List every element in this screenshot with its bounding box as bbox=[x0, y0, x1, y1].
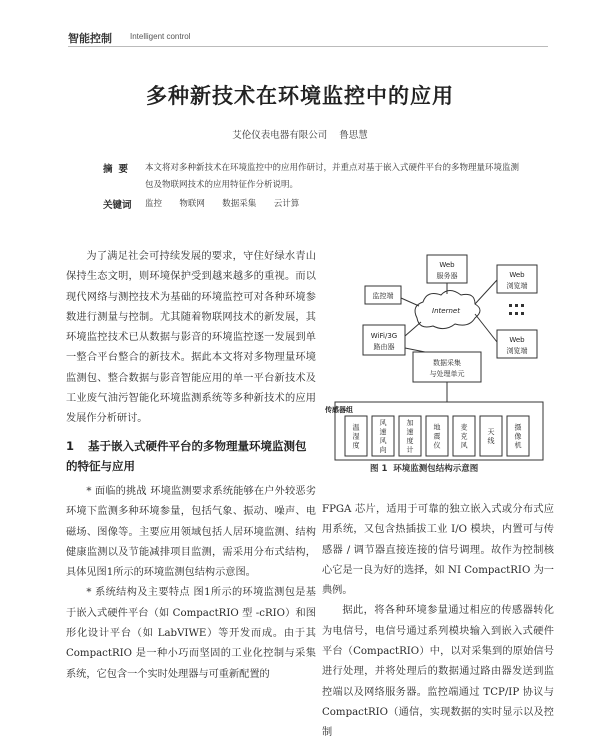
right-lower-block bbox=[322, 500, 554, 744]
sensor-label: 风速风向 bbox=[379, 419, 387, 454]
sensor-label: 麦克风 bbox=[460, 423, 468, 450]
abstract-label: 摘要 bbox=[103, 164, 135, 175]
sensor-label: 天线 bbox=[487, 428, 495, 445]
section-1-heading bbox=[66, 436, 316, 476]
router-label-1: WiFi/3G bbox=[370, 332, 398, 340]
journal-section-en: Intelligent control bbox=[130, 32, 191, 41]
sensor-label: 温湿度 bbox=[352, 423, 360, 450]
section-number: 1 bbox=[66, 439, 75, 453]
left-lower-block bbox=[66, 482, 316, 685]
web-browser-1-label-2: 浏览端 bbox=[506, 282, 528, 290]
intro-paragraph: 为了满足社会可持续发展的要求，守住好绿水青山保持生态文明，则环境保护受到越来越多的重视。而以现代网络与测控技术为基础的环境监控可对各种环境参数进行测量与控制。尤其随着物联网技术的新发展，其环境监控技术已从数据与影音的环境监控逐一发展到单一整合平台整合的新技术。据此本文将对多物理量环境监测包、整合数据与影音智能应用的单一平台新技术及工业废气油污智能化环境监测系统等多种新技术的应用发展作分析研讨。 bbox=[66, 251, 316, 425]
keywords-label: 关键词 bbox=[103, 200, 132, 211]
daq-label-2: 与处理单元 bbox=[429, 370, 465, 378]
web-browser-2-label-1: Web bbox=[509, 336, 525, 344]
structure-paragraph: * 系统结构及主要特点 图1所示的环境监测包是基于嵌入式硬件平台（如 CompactRIO 型 -cRIO）和图形化设计平台（如 LabVIWE）等开发而成。由于其 CompactRIO 是一种小巧而坚固的工业化控制与采集系统，它包含一个实时处理器与可重新配置的 bbox=[66, 587, 316, 680]
web-server-label-2: 服务器 bbox=[436, 272, 458, 280]
sensor-group-label: 传感器组 bbox=[325, 406, 353, 414]
router-label-2: 路由器 bbox=[373, 343, 395, 351]
fpga-paragraph: FPGA 芯片，适用于可靠的独立嵌入式或分布式应用系统，又包含热插拔工业 I/O 模块，内置可与传感器 / 调节器直接连接的信号调理。故作为控制核心它是一良为好的选择，如 NI CompactRIO 为一典例。 bbox=[322, 504, 554, 597]
header-divider bbox=[68, 46, 548, 47]
web-browser-1-label-1: Web bbox=[509, 271, 525, 279]
challenge-paragraph: * 面临的挑战 环境监测要求系统能够在户外较恶劣环境下监测多种环境参量，包括气象、振动、噪声、电磁场、图像等。主要应用领域包括人居环境监测、结构健康监测以及节能减排项目监测，需采用分布式结构，具体见图1所示的环境监测包结构示意图。 bbox=[66, 486, 316, 579]
daq-label-1: 数据采集 bbox=[433, 359, 461, 367]
article-authors: 艾伦仪表电器有限公司 鲁思慧 bbox=[232, 130, 368, 141]
web-server-label-1: Web bbox=[439, 261, 455, 269]
figure-1-diagram bbox=[325, 240, 555, 462]
article-title: 多种新技术在环境监控中的应用 bbox=[146, 84, 454, 108]
journal-section-cn: 智能控制 bbox=[68, 32, 112, 45]
figure-1-caption: 图 1 环境监测包结构示意图 bbox=[370, 464, 479, 474]
sensor-boxes bbox=[345, 416, 529, 456]
monitor-label: 监控端 bbox=[372, 292, 394, 300]
internet-label: Internet bbox=[432, 307, 460, 315]
sensor-paragraph: 据此，将各种环境参量通过相应的传感器转化为电信号，电信号通过系列模块输入到嵌入式硬件平台（CompactRIO）中，以对采集到的原始信号进行处理，并将处理后的数据通过路由器发送到监控端以及网络服务器。监控端通过 TCP/IP 协议与 CompactRIO（通信，实现数据的实时显示以及控制 bbox=[322, 605, 554, 739]
abstract-text: 本文将对多种新技术在环境监控中的应用作研讨，并重点对基于嵌入式硬件平台的多物理量环境监测包及物联网技术的应用特征作分析说明。 bbox=[145, 163, 520, 190]
more-browsers-dots bbox=[509, 304, 524, 315]
keywords-text: 监控 物联网 数据采集 云计算 bbox=[145, 199, 300, 209]
sensor-label: 地震仪 bbox=[433, 423, 441, 450]
sensor-label: 加速度计 bbox=[406, 419, 414, 454]
web-browser-2-label-2: 浏览端 bbox=[506, 347, 528, 355]
intro-paragraph-block bbox=[66, 247, 316, 430]
sensor-box bbox=[480, 416, 502, 456]
sensor-label: 摄像机 bbox=[514, 423, 522, 450]
section-title: 基于嵌入式硬件平台的多物理量环境监测包的特征与应用 bbox=[66, 439, 307, 473]
